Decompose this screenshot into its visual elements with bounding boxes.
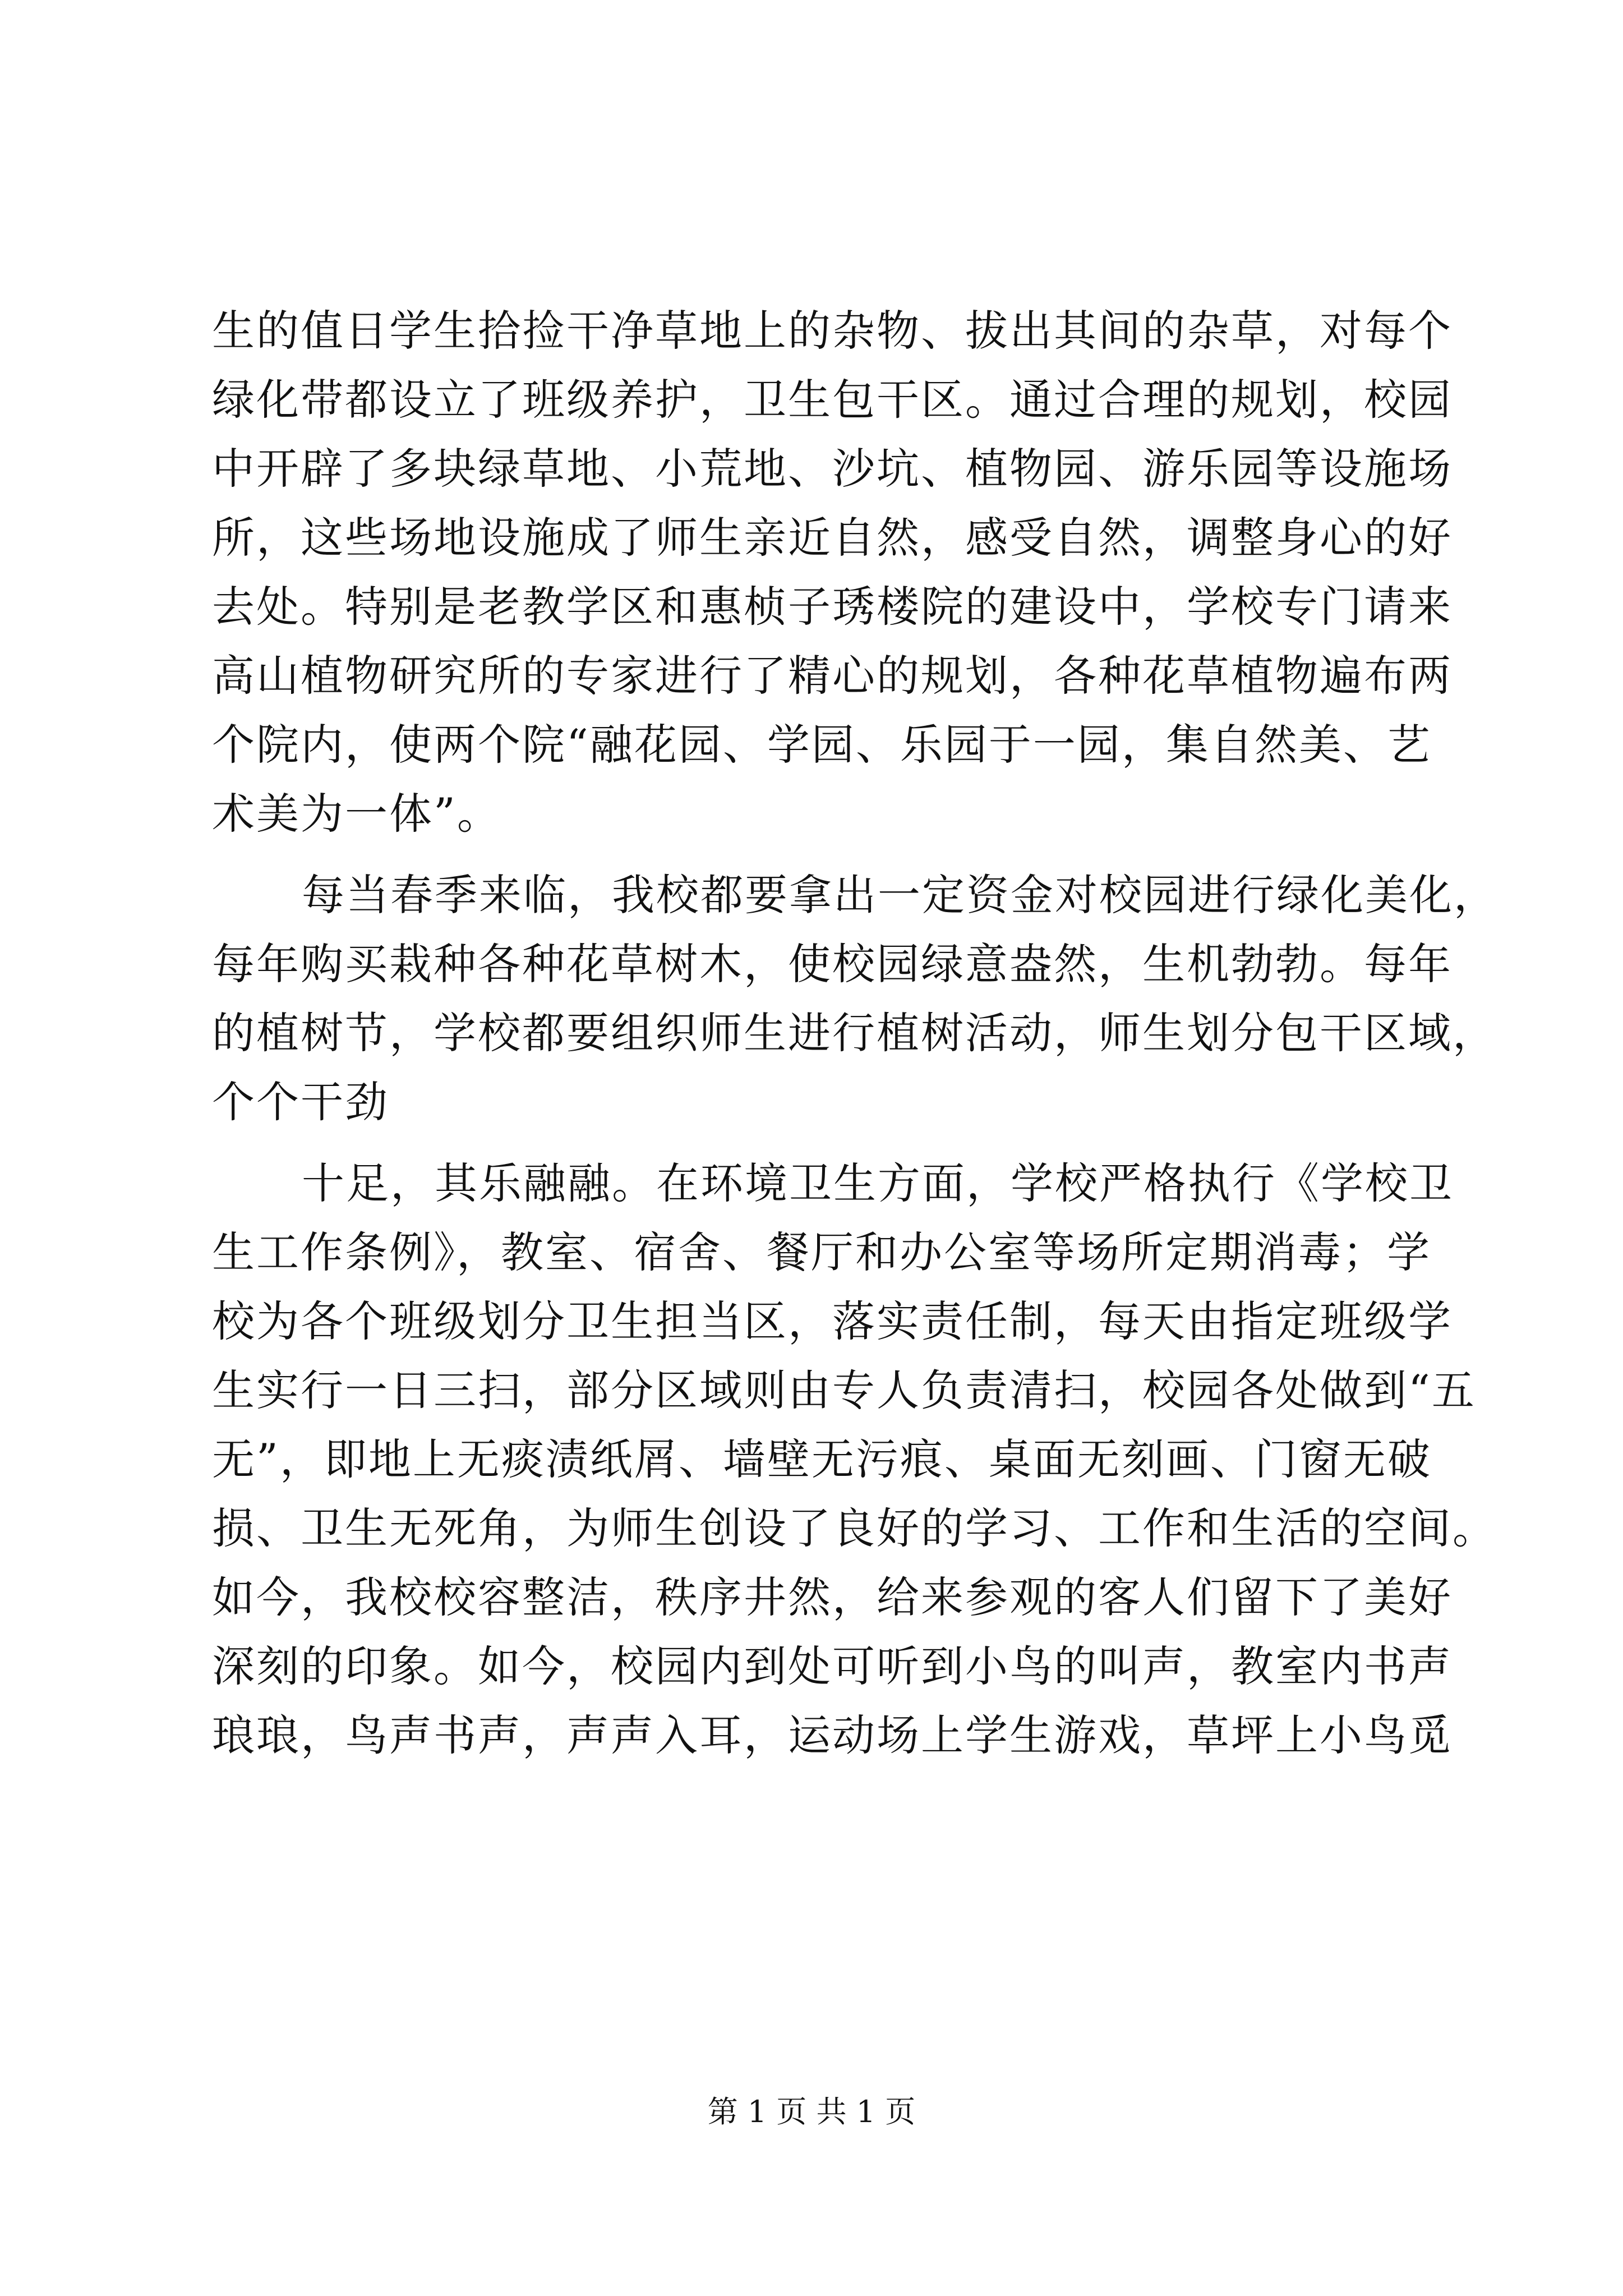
text-line: 校为各个班级划分卫生担当区，落实责任制，每天由指定班级学 (212, 1296, 1453, 1346)
text-line: 所，这些场地设施成了师生亲近自然，感受自然，调整身心的好 (212, 513, 1453, 563)
text-line: 无”，即地上无痰渍纸屑、墙壁无污痕、桌面无刻画、门窗无破 (212, 1434, 1432, 1484)
text-line: 每年购买栽种各种花草树木，使校园绿意盎然，生机勃勃。每年 (212, 939, 1453, 989)
text-line: 术美为一体”。 (212, 789, 501, 839)
text-line: 每当春季来临，我校都要拿出一定资金对校园进行绿化美化， (302, 870, 1498, 920)
text-line: 个个干劲 (212, 1077, 389, 1127)
text-line: 琅琅，鸟声书声，声声入耳，运动场上学生游戏，草坪上小鸟觅 (212, 1710, 1453, 1760)
text-line: 如今，我校校容整洁，秩序井然，给来参观的客人们留下了美好 (212, 1572, 1453, 1622)
text-line: 去处。特别是老教学区和惠桢子琇楼院的建设中，学校专门请来 (212, 582, 1453, 632)
text-line: 生工作条例》，教室、宿舍、餐厅和办公室等场所定期消毒；学 (212, 1227, 1431, 1277)
text-line: 生实行一日三扫，部分区域则由专人负责清扫，校园各处做到“五 (212, 1365, 1476, 1415)
text-line: 十足，其乐融融。在环境卫生方面，学校严格执行《学校卫 (302, 1158, 1454, 1208)
text-line: 深刻的印象。如今，校园内到处可听到小鸟的叫声，教室内书声 (212, 1641, 1453, 1691)
text-line: 损、卫生无死角，为师生创设了良好的学习、工作和生活的空间。 (212, 1503, 1497, 1553)
text-line: 高山植物研究所的专家进行了精心的规划，各种花草植物遍布两 (212, 651, 1453, 701)
text-line: 生的值日学生拾捡干净草地上的杂物、拔出其间的杂草，对每个 (212, 306, 1453, 356)
text-line: 的植树节，学校都要组织师生进行植树活动，师生划分包干区域， (212, 1008, 1497, 1058)
page-number-footer: 第 1 页 共 1 页 (707, 2094, 916, 2129)
text-line: 个院内，使两个院“融花园、学园、乐园于一园，集自然美、艺 (212, 720, 1432, 770)
text-line: 绿化带都设立了班级养护，卫生包干区。通过合理的规划，校园 (212, 375, 1453, 425)
text-line: 中开辟了多块绿草地、小荒地、沙坑、植物园、游乐园等设施场 (212, 444, 1453, 494)
